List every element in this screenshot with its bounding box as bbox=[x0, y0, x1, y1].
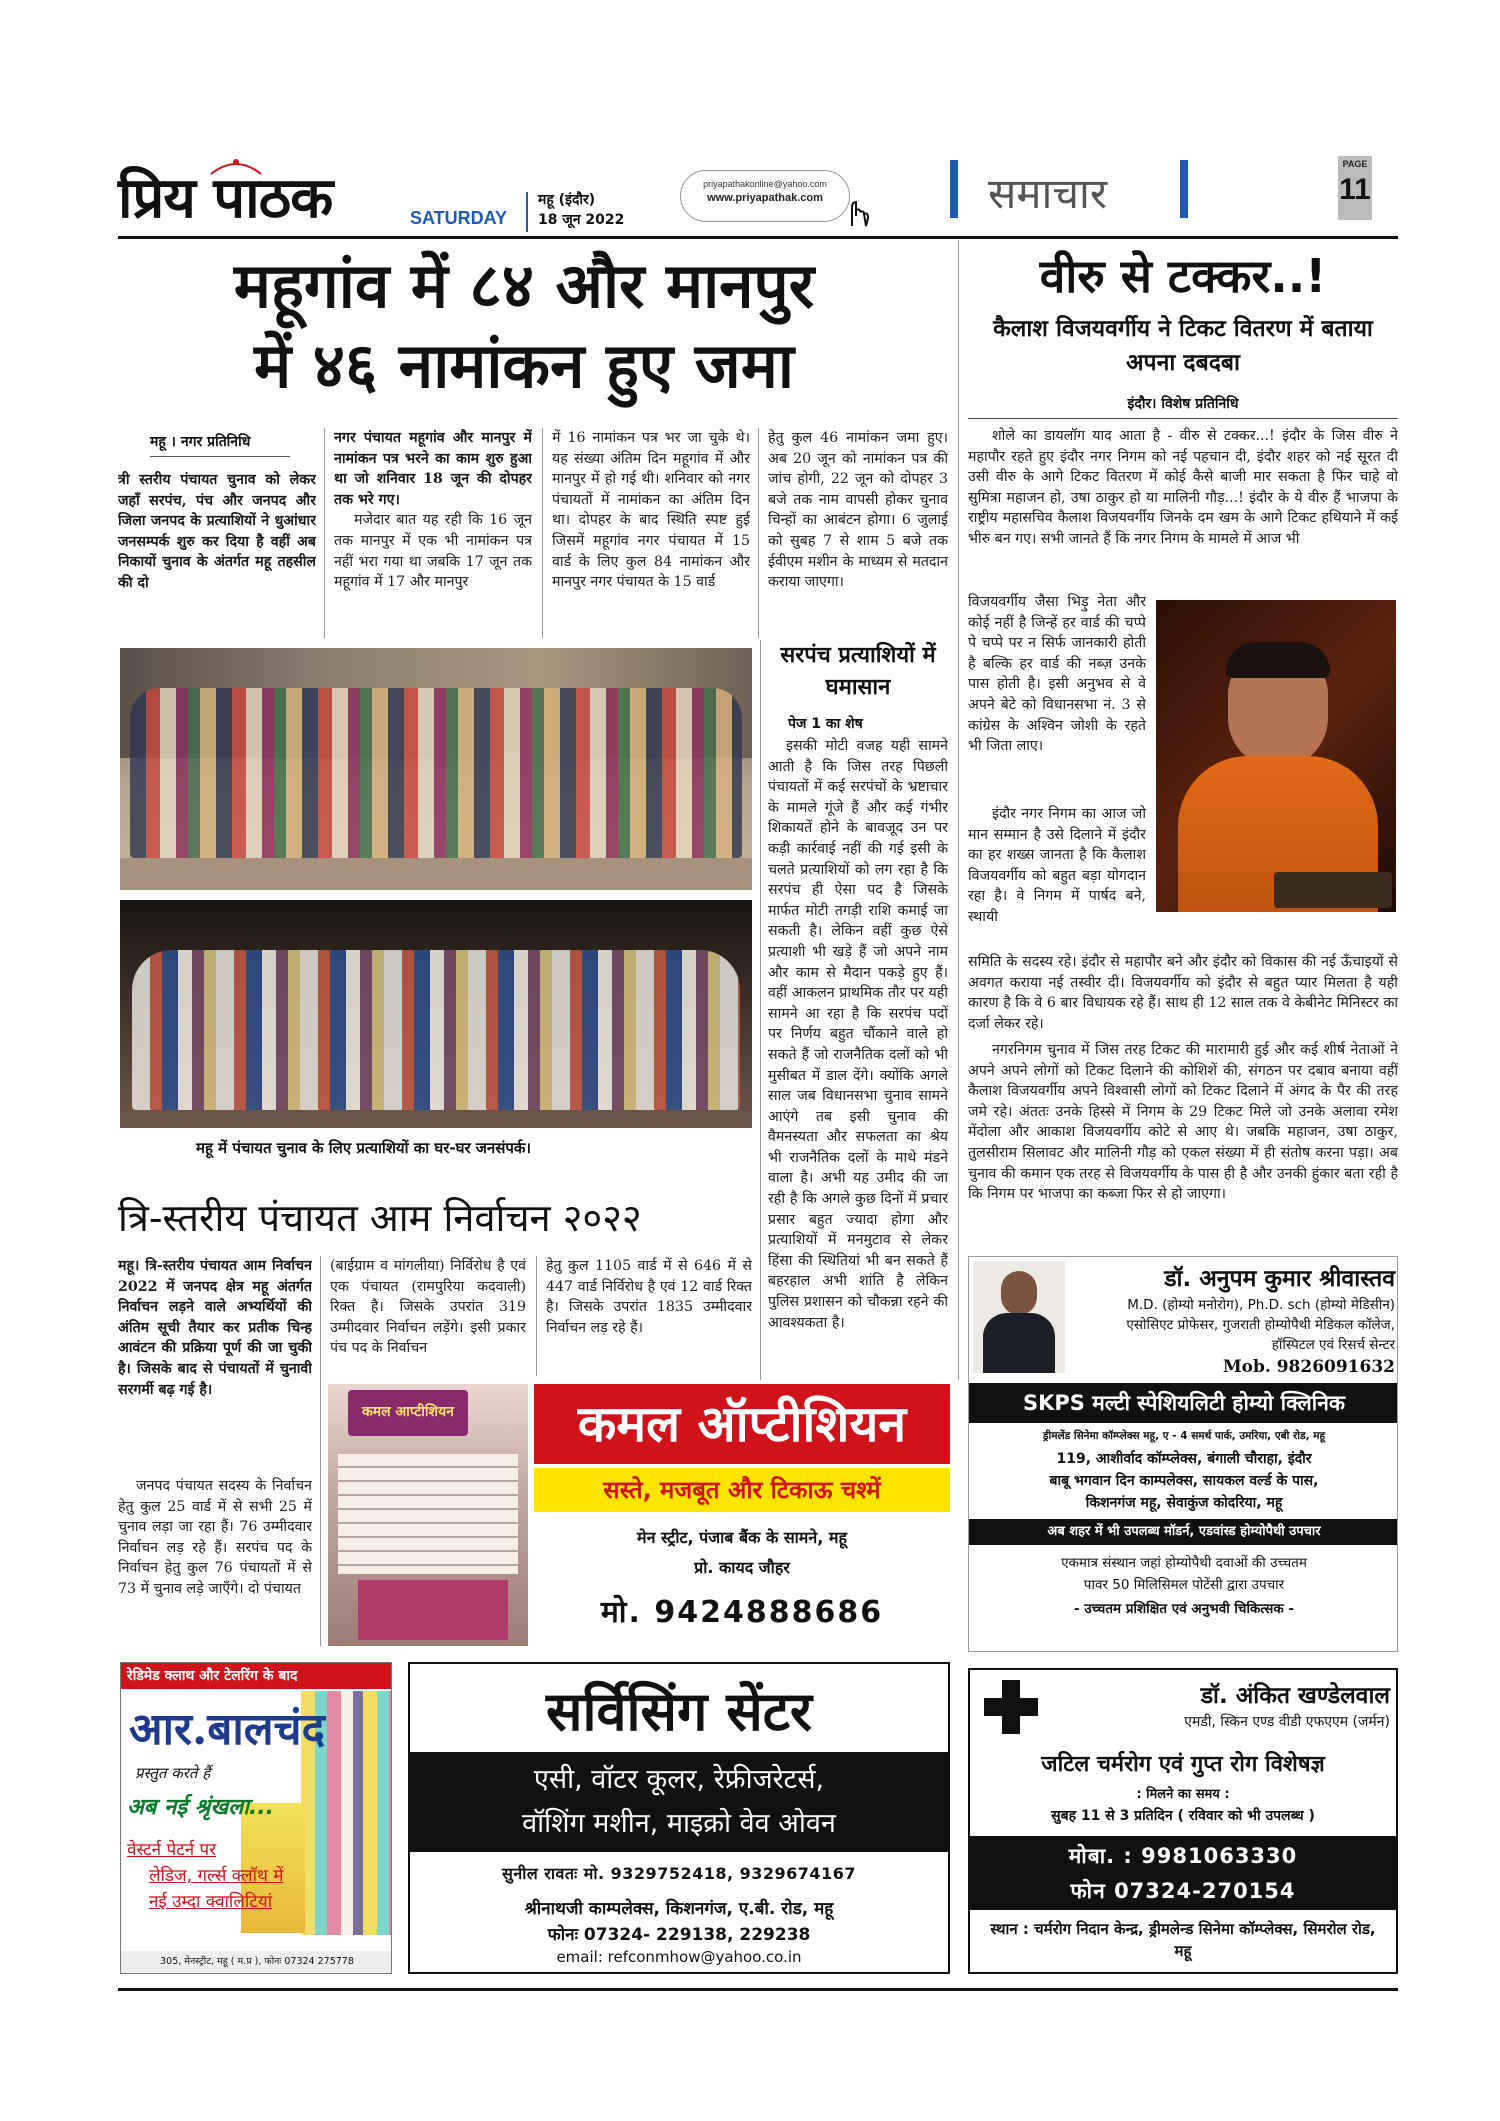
page-badge bbox=[1338, 156, 1372, 220]
doctor2-name: डॉ. अंकित खण्डेलवाल bbox=[1200, 1683, 1390, 1709]
service-line1: एसी, वॉटर कूलर, रेफ्रीजरेटर्स, bbox=[533, 1764, 825, 1795]
doctor2-timing-label: : मिलने का समय : bbox=[1136, 1787, 1230, 1802]
balchand-top-strip bbox=[121, 1663, 392, 1689]
service-title: सर्विसिंग सेंटर bbox=[545, 1679, 812, 1743]
lead-col4: हेतु कुल 46 नामांकन जमा हुए।अब 20 जून को नामांकन पत्र की जांच होगी, 22 जून को दोपहर 3 बजे तक नाम वापसी होकर चुनाव चिन्हों का आबंटन होगा। 6 जुलाई को सुबह 7 से शाम 5 बजे तक ईवीएम मशीन के माध्यम से मतदान कराया जाएगा। bbox=[768, 430, 948, 591]
kamal-title-banner bbox=[534, 1384, 950, 1464]
lead-col1: त्री स्तरीय पंचायत चुनाव को लेकर जहाँ सरपंच, पंच और जनपद और जिला जनपद के प्रत्याशियों ने धुआंधार जनसम्पर्क शुरु कर दिया है वहीं अब निकायों चुनाव के अंतर्गत महू तहसील की दो bbox=[118, 472, 316, 591]
kamal-tagline: सस्ते, मजबूत और टिकाऊ चश्में bbox=[603, 1476, 881, 1504]
col-rule bbox=[542, 428, 543, 638]
ad-r-balchand[interactable] bbox=[120, 1662, 392, 1974]
nirvachan-headline: त्रि-स्तरीय पंचायत आम निर्वाचन २०२२ bbox=[118, 1196, 642, 1240]
service-line2: वॉशिंग मशीन, माइक्रो वेव ओवन bbox=[522, 1808, 836, 1839]
clinic-addr2: 119, आशीर्वाद कॉम्प्लेक्स, बंगाली चौराहा, इंदौर bbox=[1056, 1451, 1312, 1467]
medical-cross-icon bbox=[984, 1680, 1038, 1734]
clinic-name: SKPS मल्टी स्पेशियलिटी होम्यो क्लिनिक bbox=[1023, 1391, 1345, 1415]
lead-col2-body: मजेदार बात यह रही कि 16 जून तक मानपुर में एक भी नामांकन पत्र नहीं भरा गया था जबकि 17 जून तक महूगांव में 17 और मानपुर bbox=[334, 512, 532, 591]
nirvachan-col1: जनपद पंचायत सदस्य के निर्वाचन हेतु कुल 25 वार्ड में से सभी 25 में चुनाव लड़ा जा रहा हैं। 76 उम्मीदवार निर्वाचन लड़ रहे हैं। सरपंच पद के निर्वाचन हेतु कुल 76 पंचायतों में से 73 में चुनाव लड़े जाएँगे। दो पंचायत bbox=[118, 1478, 312, 1597]
clinic-addr3: बाबू भगवान दिन काम्पलेक्स, सायकल वर्ल्ड के पास, bbox=[1049, 1473, 1319, 1489]
col-rule bbox=[760, 640, 761, 1380]
photo-hair bbox=[1226, 642, 1330, 678]
doctor1-name: डॉ. अनुपम कुमार श्रीवास्तव bbox=[1164, 1266, 1395, 1292]
lead-col2 bbox=[334, 428, 532, 638]
photo-crowd-night bbox=[132, 950, 740, 1110]
veeru-rule bbox=[968, 418, 1398, 419]
sarpanch-headline: सरपंच प्रत्याशियों में घमासान bbox=[780, 643, 936, 700]
kamal-address: मेन स्ट्रीट, पंजाब बैंक के सामने, महू bbox=[637, 1528, 847, 1547]
lamp-icon bbox=[206, 154, 266, 176]
page-label: PAGE bbox=[1342, 159, 1368, 169]
balchand-line1: वेस्टर्न पेटर्न पर bbox=[127, 1840, 217, 1860]
email-link[interactable]: priyapathakonline@yahoo.com bbox=[703, 179, 827, 189]
clinic-addr4: किशनगंज महू, सेवाकुंज कोदरिया, महू bbox=[1085, 1495, 1283, 1511]
clinic-note2: पावर 50 मिलिसिमल पोटेंसी द्वारा उपचार bbox=[1083, 1577, 1285, 1593]
photo-caption: महू में पंचायत चुनाव के लिए प्रत्याशियों का घर-घर जनसंपर्क। bbox=[196, 1139, 532, 1157]
kamal-mobile[interactable]: मो. 9424888686 bbox=[600, 1595, 884, 1630]
doctor2-degree: एमडी, स्किन एण्ड वीडी एफएएम (जर्मन) bbox=[1184, 1714, 1390, 1730]
ad-doctor-ankit[interactable] bbox=[968, 1668, 1398, 1974]
service-phone[interactable]: फोनः 07324- 229138, 229238 bbox=[547, 1925, 811, 1945]
section-bracket-right bbox=[1180, 160, 1188, 218]
doctor2-timing: सुबह 11 से 3 प्रतिदिन ( रविवार को भी उपलब्ध ) bbox=[1051, 1808, 1315, 1824]
doctor1-post: एसोसिएट प्रोफेसर, गुजराती होम्योपैथी मेडिकल कॉलेज, हॉस्पिटल एवं रिसर्च सेन्टर bbox=[1126, 1317, 1395, 1353]
place-label: महू (इंदौर) bbox=[538, 192, 596, 208]
veeru-headline: वीरु से टक्कर..! bbox=[1039, 249, 1327, 303]
veeru-subhead: कैलाश विजयवर्गीय ने टिकट वितरण में बताया अपना दबदबा bbox=[993, 316, 1373, 376]
shop-sign-board: कमल आप्टीशियन bbox=[348, 1390, 468, 1436]
veeru-p5: नगरनिगम चुनाव में जिस तरह टिकट की मारामारी हुई और कई शीर्ष नेताओं ने अपने अपने लोगों को टिकट दिलाने की कोशिशें की, संगठन पर दबाव बनाया वहीं कैलाश विजयवर्गीय अपने विश्वासी लोगों को टिकट दिलाने में अंगद के पैर की तरह जमे रहे। अंततः उनके हिस्से में निगम के 29 टिकट मिले जो उनके अलावा रमेश मेंदोला और आकाश विजयवर्गीय कोटे से आए थे। जबकि महाजन, उषा ठाकुर, तुलसीराम सिलावट और मालिनी गौड़ को एकल संख्या में ही संतोष करना पड़ा। अब चुनाव की कमान एक तरह से विजयवर्गीय के पास ही है और उनकी हुंकार बता रही है कि निगम पर भाजपा का कब्जा फिर से हो जाएगा। bbox=[968, 1042, 1398, 1203]
section-title: समाचार bbox=[988, 169, 1108, 218]
clinic-strip bbox=[969, 1519, 1398, 1545]
photo-floor bbox=[120, 858, 752, 890]
balchand-footer: 305, मेनस्ट्रीट, महू ( म.प्र ), फोनः 07324 275778 bbox=[121, 1951, 392, 1973]
col-rule bbox=[958, 240, 959, 1380]
photo-head bbox=[1001, 1271, 1037, 1315]
kamal-prop: प्रो. कायद जौहर bbox=[694, 1558, 790, 1577]
nirvachan-col3: हेतु कुल 1105 वार्ड में से 646 में से 447 वार्ड निर्विरोध है एवं 12 वार्ड रिक्त है। जिसके उपरांत 1835 उम्मीदवार निर्वाचन लड़ रहे हैं। bbox=[546, 1258, 752, 1336]
campaign-photo-day bbox=[120, 648, 752, 890]
byline-rule bbox=[150, 456, 290, 457]
clinic-strip-text: अब शहर में भी उपलब्ध मॉडर्न, एडवांस्ड होम्योपैथी उपचार bbox=[1047, 1524, 1321, 1539]
clinic-note3: - उच्चतम प्रशिक्षित एवं अनुभवी चिकित्सक - bbox=[1073, 1601, 1295, 1617]
doctor2-mobile[interactable]: मोबा. : 9981063330 bbox=[1068, 1844, 1298, 1868]
balchand-present: प्रस्तुत करते हैं bbox=[135, 1764, 211, 1782]
campaign-photo-night bbox=[120, 900, 752, 1128]
masthead bbox=[118, 150, 1398, 240]
kailash-photo bbox=[1156, 600, 1396, 912]
doctor1-mobile[interactable]: Mob. 9826091632 bbox=[1222, 1357, 1395, 1377]
veeru-p3: इंदौर नगर निगम का आज जो मान सम्मान है उसे दिलाने में इंदौर का हर शख्स जानता है कि कैलाश विजयवर्गीय को बहुत बड़ा योगदान रहा है। वे निगम में पार्षद बने, स्थायी bbox=[968, 806, 1146, 925]
doctor1-degree: M.D. (होम्यो मनोरोग), Ph.D. sch (होम्यो मेडिसीन) bbox=[1127, 1297, 1395, 1313]
balchand-brand: आर.बालचंद bbox=[129, 1704, 325, 1755]
lead-byline: महू । नगर प्रतिनिधि bbox=[150, 434, 251, 450]
ad-doctor-anupam[interactable] bbox=[968, 1256, 1398, 1652]
clinic-note1: एकमात्र संस्थान जहां होम्योपैथी दवाओं की उच्चतम bbox=[1061, 1555, 1307, 1571]
ad-kamal-optician[interactable] bbox=[328, 1384, 950, 1646]
veeru-byline: इंदौर। विशेष प्रतिनिधि bbox=[1127, 396, 1239, 412]
masthead-rule bbox=[118, 236, 1398, 239]
website-link[interactable]: www.priyapathak.com bbox=[707, 192, 823, 204]
lead-headline-2: में ४६ नामांकन हुए जमा bbox=[254, 329, 794, 402]
page-number: 11 bbox=[1339, 173, 1371, 206]
veeru-p1: शोले का डायलॉग याद आता है - वीरु से टक्कर...! इंदौर के जिस वीरु ने महापौर रहते हुए इंदौर नगर निगम को नई पहचान दी, इंदौर शहर को नई सूरत दी उसी वीरु के आगे टिकट वितरण में कोई कैसे बाजी मार सकता है फिर चाहे वो सुमित्रा महाजन हो, उषा ठाकुर हो या मालिनी गौड़...! इंदौर के ये वीरु हैं भाजपा के राष्ट्रीय महासचिव कैलाश विजयवर्गीय जिनके दम खम के आगे टिकट हथियाने में कई भीरु बन गए। सभी जानते हैं कि नगर निगम के मामले में आज भी bbox=[968, 428, 1398, 547]
col-rule bbox=[324, 428, 325, 638]
contact-oval bbox=[680, 170, 850, 222]
clinic-banner bbox=[969, 1383, 1398, 1423]
doctor-photo bbox=[973, 1261, 1065, 1373]
hand-pointer-icon bbox=[844, 196, 870, 228]
balchand-series: अब नई श्रृंखला... bbox=[127, 1795, 274, 1820]
col-rule bbox=[320, 1256, 321, 1646]
lead-col3: में 16 नामांकन पत्र भर जा चुके थे। यह संख्या अंतिम दिन महूगांव में और मानपुर में हो गई थी। शनिवार को नगर पंचायतों में नामांकन का अंतिम दिन था। दोपहर के बाद स्थिति स्पष्ट हुई जिसमें महूगांव नगर पंचायत में 15 वार्ड के लिए कुल 84 नामांकन और मानपुर नगर पंचायत के 15 वार्ड bbox=[552, 430, 750, 591]
masthead-divider bbox=[526, 192, 528, 232]
lead-headline-1: महूगांव में ८४ और मानपुर bbox=[233, 249, 815, 322]
logo: प्रिय पाठक bbox=[118, 165, 333, 231]
shop-photo bbox=[328, 1384, 528, 1646]
date-label: 18 जून 2022 bbox=[538, 212, 625, 228]
photo-suit bbox=[983, 1313, 1055, 1373]
balchand-line3: नई उम्दा क्वालिटियां bbox=[149, 1892, 273, 1912]
section-bracket-left bbox=[950, 160, 958, 218]
veeru-p4: समिति के सदस्य रहे। इंदौर से महापौर बने और इंदौर को विकास की नई ऊँचाइयों से अवगत कराया नई तस्वीर दी। विजयवर्गीय को इंदौर से बहुत प्यार मिलता है यही कारण है कि वे 6 बार विधायक रहे हैं। साथ ही 12 साल तक वे केबीनेट मिनिस्टर का दर्जा लेकर रहे। bbox=[968, 954, 1398, 1032]
balchand-top: रेडिमेड क्लाथ और टेलरिंग के बाद bbox=[127, 1668, 298, 1684]
sarpanch-jump: पेज 1 का शेष bbox=[788, 716, 863, 732]
service-email[interactable]: email: refconmhow@yahoo.co.in bbox=[556, 1948, 802, 1966]
page-bottom-rule bbox=[118, 1988, 1398, 1991]
service-banner bbox=[410, 1752, 948, 1852]
veeru-p2: विजयवर्गीय जैसा भिड़ु नेता और कोई नहीं है जिन्हें हर वार्ड की चप्पे पे चप्पे पर न सिर्फ जानकारी होती है बल्कि हर वार्ड की नब्ज़ उनके पास होती है। इसी अनुभव से वे अपने बेटे को विधानसभा नं. 3 से कांग्रेस के अश्विन जोशी के रहते भी जिता लाए। bbox=[968, 594, 1146, 755]
doctor2-contact-band bbox=[970, 1836, 1396, 1910]
day-label: SATURDAY bbox=[410, 208, 508, 228]
balchand-line2: लेडिज, गर्ल्स क्लॉथ में bbox=[149, 1866, 284, 1886]
service-contact[interactable]: सुनील रावतः मो. 9329752418, 9329674167 bbox=[502, 1864, 856, 1883]
sarpanch-body: इसकी मोटी वजह यही सामने आती है कि जिस तरह पिछली पंचायतों में कई सरपंचों के भ्रष्टाचार के मामले गूंजे हैं और कई गंभीर शिकायतें होने के बावजूद उन पर कड़ी कार्रवाई नहीं की गई इसी के चलते प्रत्याशियों को लग रहा है कि सरपंच ही ऐसा पद है जिसके मार्फत मोटी तगड़ी राशि कमाई जा सकती है। लेकिन वहीं कुछ ऐसे प्रत्याशी भी खड़े हैं जो अपने नाम और काम से मैदान पकड़े हुए हैं। वहीं आकलन प्राथमिक तौर पर यही सामने आ रहा है कि सरपंच पदों पर निर्णय बहुत चौंकाने वाले हो सकते हैं जो राजनैतिक दलों को भी मुसीबत में डाल देंगे। क्योंकि अगले साल जब विधानसभा चुनाव सामने आएंगे तब इसी चुनाव की वैमनस्यता और सफलता का श्रेय भी राजनैतिक दलों के माथे मंडने वाला है। अभी यह उमीद की जा रही है कि अगले कुछ दिनों में प्रचार प्रसार बहुत ज्यादा होगा और प्रत्याशियों में मनमुटाव से लेकर हिंसा की स्थितियां भी बन सकते हैं बहरहाल अभी शांति है लेकिन पुलिस प्रशासन को चौकन्ना रहने की आवश्यकता है। bbox=[768, 738, 948, 1331]
kamal-title: कमल ऑप्टीशियन bbox=[577, 1394, 907, 1453]
nirvachan-col1-intro: महू। त्रि-स्तरीय पंचायत आम निर्वाचन 2022 में जनपद क्षेत्र महू अंतर्गत निर्वाचन लड़ने वाले अभ्यर्थियों की अंतिम सूची तैयार कर प्रतीक चिन्ह आवंटन की प्रक्रिया पूर्ण की जा चुकी है। जिसके बाद से पंचायतों में चुनावी सरगर्मी बढ़ गई है। bbox=[118, 1258, 312, 1398]
lead-col2-intro: नगर पंचायत महूगांव और मानपुर में नामांकन पत्र भरने का काम शुरु हुआ था जो शनिवार 18 जून की दोपहर तक भरे गए। bbox=[334, 430, 532, 508]
clinic-addr1: ड्रीमलेंड सिनेमा कॉम्प्लेक्स महू, ए - 4 समर्थ पार्क, उमरिया, एबी रोड, महू bbox=[1042, 1430, 1326, 1442]
doctor2-spec: जटिल चर्मरोग एवं गुप्त रोग विशेषज्ञ bbox=[1041, 1752, 1325, 1777]
kamal-tagline-strip bbox=[534, 1468, 950, 1512]
service-addr: श्रीनाथजी काम्पलेक्स, किशनगंज, ए.बी. रोड, महू bbox=[524, 1899, 834, 1919]
doctor2-phone[interactable]: फोन 07324-270154 bbox=[1070, 1879, 1296, 1903]
shop-shelves bbox=[338, 1454, 518, 1574]
col-rule bbox=[758, 428, 759, 638]
photo-crowd bbox=[130, 688, 742, 858]
col-rule bbox=[536, 1256, 537, 1376]
shop-counter bbox=[358, 1580, 508, 1640]
nirvachan-col2: (बाईग्राम व मांगलीया) निर्विरोध है एवं एक पंचायत (रामपुरिया कदवाली) रिक्त है। जिसके उपरांत 319 उम्मीदवार निर्वाचन लड़ेंगे। इसी प्रकार पंच पद के निर्वाचन bbox=[330, 1258, 526, 1357]
ad-servicing-center[interactable] bbox=[408, 1662, 950, 1974]
doctor2-place: स्थान : चर्मरोग निदान केन्द्र, ड्रीमलेन्ड सिनेमा कॉम्प्लेक्स, सिमरोल रोड, महू bbox=[990, 1920, 1376, 1960]
photo-book bbox=[1274, 872, 1392, 908]
